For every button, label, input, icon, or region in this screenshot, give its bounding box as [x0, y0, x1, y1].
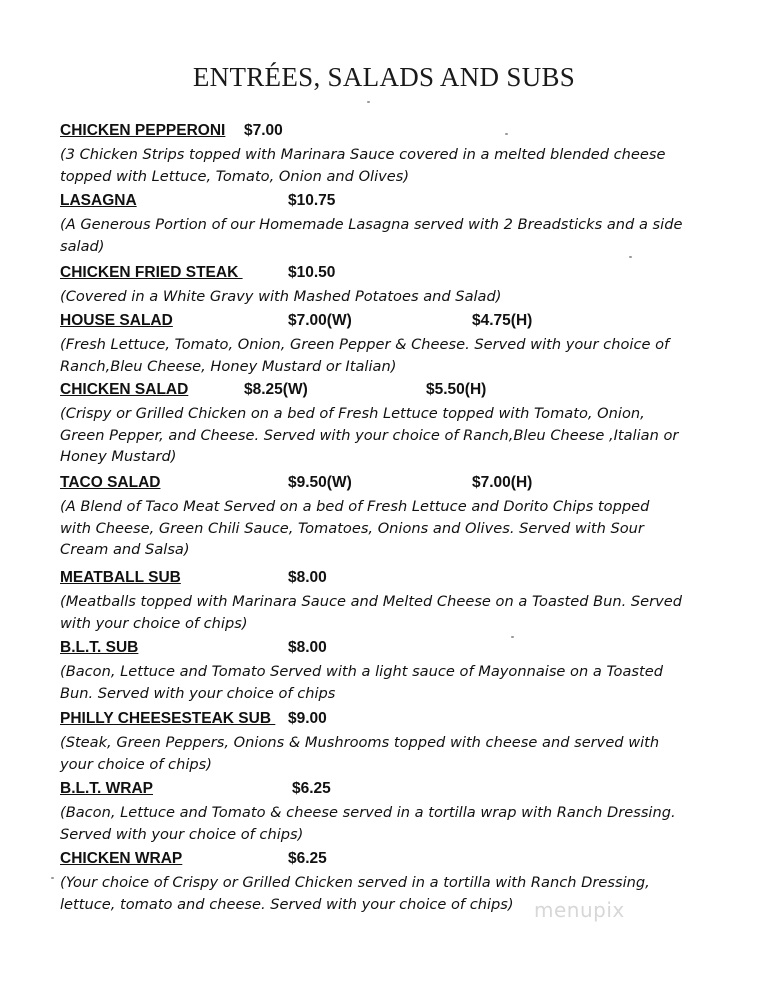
- item-description: (Your choice of Crispy or Grilled Chicken served in a tortilla with Ranch Dressing, lettuce, tomato and cheese. Served with your choice of chips): [60, 874, 650, 913]
- item-price-half: $4.75(H): [472, 312, 533, 329]
- item-price: $6.25: [292, 780, 331, 797]
- scan-speck: [629, 256, 632, 258]
- menu-item-philly-cheesesteak-sub: [60, 710, 740, 775]
- item-name: CHICKEN FRIED STEAK: [60, 264, 243, 281]
- menu-item-blt-wrap: [60, 780, 740, 845]
- item-name: LASAGNA: [60, 192, 137, 209]
- item-price: $10.75: [288, 192, 336, 209]
- item-price-whole: $9.50(W): [288, 474, 352, 491]
- item-description: (Steak, Green Peppers, Onions & Mushrooms topped with cheese and served with your choice of chips): [60, 734, 660, 773]
- item-price: $8.00: [288, 639, 327, 656]
- menu-item-chicken-pepperoni: [60, 122, 740, 187]
- item-price-whole: $8.25(W): [244, 381, 308, 398]
- item-price: $7.00: [244, 122, 283, 139]
- menu-item-blt-sub: [60, 639, 740, 704]
- item-description: (Fresh Lettuce, Tomato, Onion, Green Pepper & Cheese. Served with your choice of Ranch,Bleu Cheese, Honey Mustard or Italian): [60, 336, 670, 375]
- item-description: (A Generous Portion of our Homemade Lasagna served with 2 Breadsticks and a side salad): [60, 216, 683, 255]
- scan-speck: [505, 133, 508, 135]
- item-description: (Crispy or Grilled Chicken on a bed of Fresh Lettuce topped with Tomato, Onion, Green Pepper, and Cheese. Served with your choice of Ranch,Bleu Cheese ,Italian or Honey Mustard): [60, 405, 679, 465]
- menu-item-taco-salad: [60, 474, 740, 561]
- menu-item-chicken-wrap: [60, 850, 740, 915]
- item-description: (Covered in a White Gravy with Mashed Potatoes and Salad): [60, 288, 502, 305]
- item-price-whole: $7.00(W): [288, 312, 352, 329]
- menu-item-chicken-fried-steak: [60, 264, 740, 308]
- item-description: (Bacon, Lettuce and Tomato & cheese served in a tortilla wrap with Ranch Dressing. Served with your choice of chips): [60, 804, 676, 843]
- item-name: B.L.T. SUB: [60, 639, 139, 656]
- item-name: B.L.T. WRAP: [60, 780, 153, 797]
- item-price: $6.25: [288, 850, 327, 867]
- scan-speck: [51, 877, 54, 879]
- item-name: CHICKEN SALAD: [60, 381, 189, 398]
- item-name: PHILLY CHEESESTEAK SUB: [60, 710, 276, 727]
- item-name: TACO SALAD: [60, 474, 161, 491]
- item-price-half: $7.00(H): [472, 474, 533, 491]
- menu-item-house-salad: [60, 312, 740, 377]
- item-price-half: $5.50(H): [426, 381, 487, 398]
- item-price: $8.00: [288, 569, 327, 586]
- item-description: (Meatballs topped with Marinara Sauce and Melted Cheese on a Toasted Bun. Served with your choice of chips): [60, 593, 683, 632]
- page-title: ENTRÉES, SALADS AND SUBS: [192, 62, 576, 92]
- menu-item-meatball-sub: [60, 569, 740, 634]
- scan-speck: [367, 101, 370, 103]
- scan-speck: [511, 636, 514, 638]
- item-name: CHICKEN PEPPERONI: [60, 122, 226, 139]
- item-description: (3 Chicken Strips topped with Marinara Sauce covered in a melted blended cheese topped with Lettuce, Tomato, Onion and Olives): [60, 146, 666, 185]
- item-price: $10.50: [288, 264, 336, 281]
- item-description: (A Blend of Taco Meat Served on a bed of Fresh Lettuce and Dorito Chips topped with Cheese, Green Chili Sauce, Tomatoes, Onions and Olives. Served with Sour Cream and Salsa): [60, 498, 650, 558]
- menu-item-chicken-salad: [60, 381, 740, 468]
- item-name: CHICKEN WRAP: [60, 850, 183, 867]
- menu-item-lasagna: [60, 192, 740, 257]
- item-name: HOUSE SALAD: [60, 312, 173, 329]
- menupix-watermark: menupix: [534, 898, 625, 922]
- item-price: $9.00: [288, 710, 327, 727]
- item-description: (Bacon, Lettuce and Tomato Served with a light sauce of Mayonnaise on a Toasted Bun. Served with your choice of chips: [60, 663, 663, 702]
- item-name: MEATBALL SUB: [60, 569, 181, 586]
